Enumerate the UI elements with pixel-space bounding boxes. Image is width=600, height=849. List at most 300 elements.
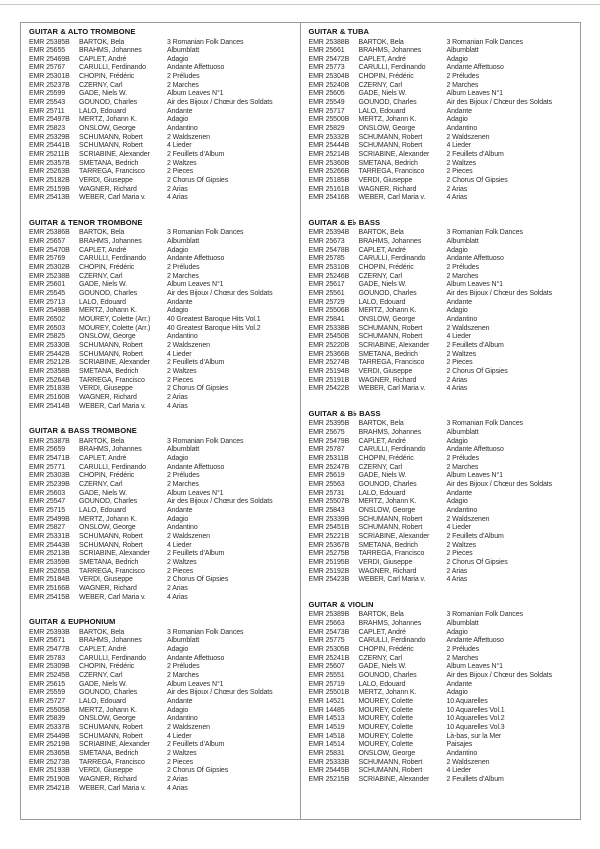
- catalog-row: [309, 516, 575, 525]
- catalog-ref: EMR 25329B: [29, 133, 70, 141]
- composer-name: WEBER, Carl Maria v.: [79, 784, 146, 792]
- catalog-row: [309, 325, 575, 334]
- catalog-row: [309, 116, 575, 125]
- composer-name: GOUNOD, Charles: [358, 290, 417, 298]
- work-title: 2 Marches: [446, 272, 479, 280]
- catalog-row: [29, 168, 294, 177]
- composer-name: WAGNER, Richard: [79, 393, 137, 401]
- catalog-ref: EMR 25561: [308, 290, 345, 298]
- work-title: 2 Feuillets d’Album: [446, 342, 504, 349]
- composer-name: TARREGA, Francisco: [79, 567, 145, 575]
- catalog-row: [309, 507, 575, 516]
- catalog-row: [309, 533, 575, 542]
- composer-name: SMETANA, Bedrich: [79, 749, 139, 757]
- catalog-ref: EMR 25671: [29, 637, 66, 645]
- catalog-row: [309, 333, 575, 342]
- work-title: Air des Bijoux / Chœur des Soldats: [446, 290, 553, 298]
- composer-name: BARTOK, Bela: [358, 229, 404, 237]
- composer-name: CHOPIN, Frédéric: [79, 472, 135, 480]
- catalog-ref: EMR 25775: [308, 637, 345, 645]
- work-title: Adagio: [167, 116, 189, 124]
- catalog-ref: EMR 25360B: [308, 159, 350, 167]
- catalog-ref: EMR 25240B: [308, 81, 350, 89]
- catalog-ref: EMR 25783: [29, 654, 66, 662]
- composer-name: MERTZ, Johann K.: [358, 498, 417, 506]
- catalog-row: [309, 342, 575, 351]
- work-title: 2 Chorus Of Gipsies: [446, 558, 508, 566]
- work-title: Andante: [446, 298, 472, 306]
- composer-name: CZERNY, Carl: [79, 272, 123, 280]
- composer-name: CAPLET, André: [358, 55, 406, 63]
- catalog-ref: EMR 25444B: [308, 142, 350, 150]
- catalog-ref: EMR 25273B: [29, 758, 70, 766]
- work-title: Albumblatt: [446, 47, 479, 55]
- catalog-ref: EMR 25451B: [308, 524, 350, 532]
- composer-name: TARREGA, Francisco: [358, 550, 425, 558]
- catalog-ref: EMR 25301B: [29, 73, 70, 81]
- catalog-row: [29, 464, 294, 473]
- composer-name: MOUREY, Colette: [358, 715, 413, 723]
- catalog-row: [29, 151, 294, 160]
- catalog-row: [309, 550, 575, 559]
- work-title: Albumblatt: [167, 637, 200, 645]
- catalog-ref: EMR 25266B: [308, 168, 350, 176]
- catalog-ref: EMR 25275B: [308, 550, 350, 558]
- catalog-ref: EMR 25416B: [308, 194, 350, 202]
- composer-name: CZERNY, Carl: [358, 654, 402, 662]
- composer-name: VERDI, Giuseppe: [79, 767, 133, 775]
- catalog-row: [29, 177, 294, 186]
- catalog-row: [29, 438, 294, 447]
- composer-name: CZERNY, Carl: [79, 481, 123, 489]
- work-title: Albumblatt: [446, 238, 479, 246]
- catalog-row: [29, 637, 294, 646]
- catalog-row: [309, 229, 575, 238]
- catalog-row: [29, 247, 294, 256]
- catalog-ref: EMR 25215B: [308, 775, 350, 783]
- work-title: Air des Bijoux / Chœur des Soldats: [446, 481, 553, 489]
- catalog-row: [29, 516, 294, 525]
- work-title: Air des Bijoux / Chœur des Soldats: [167, 290, 273, 298]
- work-title: Andantino: [446, 125, 478, 133]
- catalog-ref: EMR 25831: [308, 749, 345, 757]
- catalog-row: [309, 273, 575, 282]
- work-title: Adagio: [167, 515, 189, 523]
- catalog-ref: EMR 25366B: [308, 350, 350, 358]
- catalog-ref: EMR 25274B: [308, 359, 350, 367]
- catalog-row: [309, 247, 575, 256]
- catalog-row: [309, 724, 575, 733]
- catalog-ref: EMR 25302B: [29, 264, 70, 272]
- composer-name: BARTOK, Bela: [358, 38, 404, 46]
- catalog-ref: EMR 25601: [29, 281, 66, 289]
- work-title: Andante: [167, 697, 193, 705]
- composer-name: SCRIABINE, Alexander: [79, 741, 150, 749]
- work-title: Andante Affettuoso: [167, 463, 225, 471]
- catalog-ref: EMR 25442B: [29, 350, 70, 358]
- catalog-row: [309, 481, 575, 490]
- work-title: Andante Affettuoso: [167, 654, 225, 662]
- composer-name: GOUNOD, Charles: [79, 689, 138, 697]
- work-title: 2 Préludes: [446, 646, 479, 654]
- work-title: Adagio: [167, 246, 189, 254]
- work-title: Albumblatt: [446, 429, 479, 437]
- catalog-ref: EMR 25394B: [308, 229, 350, 237]
- catalog-row: [29, 142, 294, 151]
- composer-name: CHOPIN, Frédéric: [358, 646, 414, 654]
- composer-name: LALO, Edouard: [358, 107, 406, 115]
- section-rows: [309, 229, 575, 393]
- composer-name: MOUREY, Colette: [358, 697, 413, 705]
- catalog-row: [309, 438, 575, 447]
- catalog-row: [29, 238, 294, 247]
- catalog-row: [309, 377, 575, 386]
- catalog-ref: EMR 25211B: [29, 151, 70, 159]
- work-title: Andante Affettuoso: [446, 446, 504, 454]
- catalog-row: [309, 307, 575, 316]
- catalog-column: [301, 23, 581, 819]
- composer-name: CZERNY, Carl: [358, 463, 402, 471]
- catalog-row: [309, 698, 575, 707]
- section-title: GUITAR & E♭ BASS: [308, 217, 381, 227]
- work-title: 2 Waldszenen: [446, 515, 490, 523]
- composer-name: SCHUMANN, Robert: [79, 532, 143, 540]
- catalog-row: [29, 689, 294, 698]
- work-title: 10 Aquarelles Vol.1: [446, 706, 505, 714]
- work-title: Andantino: [446, 507, 478, 514]
- catalog-row: [309, 759, 575, 768]
- work-title: 4 Lieder: [446, 767, 471, 775]
- catalog-ref: EMR 25238B: [29, 272, 70, 280]
- work-title: Air des Bijoux / Chœur des Soldats: [167, 689, 273, 697]
- catalog-ref: EMR 25389B: [308, 611, 350, 619]
- section-rows: [309, 39, 575, 203]
- work-title: 2 Feuillets d’Album: [167, 151, 225, 159]
- catalog-row: [29, 446, 294, 455]
- catalog-ref: EMR 25388B: [308, 38, 350, 46]
- catalog-ref: EMR 25246B: [308, 272, 350, 280]
- composer-name: VERDI, Giuseppe: [358, 367, 413, 375]
- work-title: Albumblatt: [446, 620, 479, 628]
- work-title: Andante: [446, 489, 472, 497]
- work-title: Andante Affettuoso: [167, 255, 225, 263]
- composer-name: ONSLOW, George: [358, 507, 416, 514]
- composer-name: BRAHMS, Johannes: [358, 429, 422, 437]
- catalog-ref: EMR 25337B: [29, 723, 70, 731]
- composer-name: CARULLI, Ferdinando: [358, 255, 426, 263]
- catalog-ref: EMR 25331B: [29, 532, 70, 540]
- catalog-ref: EMR 25245B: [29, 672, 70, 679]
- catalog-row: [309, 186, 575, 195]
- work-title: 2 Arias: [167, 185, 188, 193]
- composer-name: MERTZ, Johann K.: [358, 307, 417, 315]
- work-title: 4 Lieder: [446, 524, 471, 532]
- work-title: 2 Feuillets d’Album: [446, 775, 504, 783]
- catalog-ref: EMR 14519: [308, 723, 345, 731]
- composer-name: WEBER, Carl Maria v.: [358, 194, 426, 202]
- work-title: Paisajes: [446, 741, 473, 749]
- catalog-ref: EMR 25498B: [29, 307, 70, 315]
- catalog-row: [309, 576, 575, 585]
- work-title: 2 Arias: [446, 185, 468, 193]
- work-title: 2 Pieces: [167, 168, 194, 176]
- catalog-row: [309, 290, 575, 299]
- catalog-ref: EMR 25655: [29, 47, 66, 55]
- work-title: 2 Marches: [167, 481, 199, 489]
- catalog-ref: EMR 25263B: [29, 168, 70, 176]
- catalog-ref: EMR 25500B: [308, 116, 350, 124]
- catalog-ref: EMR 25543: [29, 99, 66, 107]
- work-title: Album Leaves N°1: [446, 90, 503, 98]
- composer-name: MOUREY, Colette: [358, 723, 413, 731]
- section-rows: [309, 611, 575, 784]
- work-title: Adagio: [446, 307, 468, 315]
- catalog-ref: EMR 25443B: [29, 541, 70, 549]
- catalog-row: [29, 39, 294, 48]
- work-title: 2 Chorus Of Gipsies: [167, 177, 229, 184]
- section-rows: [29, 629, 294, 793]
- catalog-row: [29, 351, 294, 360]
- work-title: Andantino: [167, 125, 198, 133]
- composer-name: SMETANA, Bedrich: [79, 367, 139, 375]
- catalog-row: [309, 689, 575, 698]
- composer-name: BRAHMS, Johannes: [358, 47, 422, 55]
- composer-name: GOUNOD, Charles: [79, 99, 138, 107]
- composer-name: CARULLI, Ferdinando: [79, 463, 146, 471]
- work-title: 4 Lieder: [167, 350, 192, 358]
- work-title: 2 Marches: [446, 81, 479, 89]
- work-title: 2 Pieces: [167, 758, 194, 766]
- work-title: Album Leaves N°1: [167, 281, 224, 289]
- catalog-row: [29, 490, 294, 499]
- catalog-ref: EMR 25827: [29, 524, 66, 532]
- catalog-row: [309, 776, 575, 785]
- catalog-ref: EMR 25237B: [29, 81, 70, 89]
- work-title: 2 Préludes: [446, 264, 479, 272]
- composer-name: MERTZ, Johann K.: [79, 307, 137, 315]
- composer-name: CZERNY, Carl: [358, 81, 402, 89]
- composer-name: SCHUMANN, Robert: [79, 133, 143, 141]
- catalog-ref: EMR 25367B: [308, 541, 350, 549]
- work-title: Adagio: [446, 116, 468, 124]
- work-title: Andantino: [167, 715, 198, 723]
- catalog-row: [309, 750, 575, 759]
- catalog-row: [309, 429, 575, 438]
- catalog-ref: EMR 25305B: [308, 646, 350, 654]
- composer-name: SCHUMANN, Robert: [358, 333, 423, 341]
- catalog-row: [29, 186, 294, 195]
- work-title: 2 Marches: [167, 81, 199, 89]
- catalog-row: [29, 307, 294, 316]
- catalog-row: [309, 125, 575, 134]
- composer-name: ONSLOW, George: [358, 316, 416, 324]
- catalog-row: [29, 229, 294, 238]
- work-title: 3 Romanian Folk Dances: [446, 38, 523, 46]
- catalog-section: [29, 617, 294, 793]
- work-title: 4 Lieder: [446, 142, 471, 150]
- catalog-ref: EMR 25191B: [308, 376, 350, 384]
- catalog-ref: EMR 25771: [29, 463, 66, 471]
- composer-name: SCRIABINE, Alexander: [358, 342, 430, 349]
- work-title: 2 Waltzes: [167, 159, 197, 167]
- catalog-row: [309, 490, 575, 499]
- composer-name: ONSLOW, George: [358, 125, 416, 133]
- catalog-row: [29, 325, 294, 334]
- composer-name: MOUREY, Colette: [358, 706, 413, 714]
- work-title: Adagio: [167, 55, 189, 63]
- catalog-row: [29, 281, 294, 290]
- catalog-row: [309, 39, 575, 48]
- catalog-ref: EMR 25663: [308, 620, 345, 628]
- composer-name: GOUNOD, Charles: [79, 498, 138, 506]
- catalog-ref: EMR 25445B: [308, 767, 350, 775]
- catalog-row: [309, 498, 575, 507]
- section-title: GUITAR & TUBA: [308, 27, 370, 36]
- composer-name: CZERNY, Carl: [79, 672, 123, 679]
- composer-name: BRAHMS, Johannes: [358, 238, 422, 246]
- composer-name: SCRIABINE, Alexander: [358, 151, 430, 159]
- work-title: Album Leaves N°1: [446, 663, 503, 671]
- work-title: 2 Feuillets d’Album: [167, 741, 225, 749]
- catalog-ref: EMR 26503: [29, 324, 66, 332]
- catalog-row: [29, 47, 294, 56]
- catalog-ref: EMR 25184B: [29, 576, 70, 584]
- composer-name: SCHUMANN, Robert: [358, 524, 423, 532]
- work-title: 2 Feuillets d’Album: [167, 359, 225, 367]
- work-title: Air des Bijoux / Chœur des Soldats: [446, 99, 553, 107]
- page-top-rule: [0, 4, 600, 5]
- composer-name: CAPLET, André: [79, 246, 127, 254]
- catalog-row: [309, 385, 575, 394]
- catalog-row: [309, 56, 575, 65]
- work-title: 3 Romanian Folk Dances: [446, 611, 523, 619]
- work-title: 4 Lieder: [167, 142, 192, 150]
- composer-name: CAPLET, André: [79, 455, 127, 463]
- composer-name: SCRIABINE, Alexander: [358, 775, 430, 783]
- catalog-ref: EMR 25449B: [29, 732, 70, 740]
- work-title: 4 Arias: [446, 385, 468, 393]
- catalog-ref: EMR 25194B: [308, 367, 350, 375]
- composer-name: CAPLET, André: [358, 628, 406, 636]
- catalog-ref: EMR 25333B: [308, 758, 350, 766]
- composer-name: GADE, Niels W.: [79, 281, 127, 289]
- composer-name: GADE, Niels W.: [79, 90, 127, 98]
- composer-name: CAPLET, André: [79, 646, 127, 654]
- catalog-ref: EMR 25265B: [29, 567, 70, 575]
- work-title: 2 Chorus Of Gipsies: [167, 767, 229, 775]
- work-title: 10 Aquarelles Vol.3: [446, 723, 505, 731]
- catalog-ref: EMR 25441B: [29, 142, 70, 150]
- catalog-row: [29, 377, 294, 386]
- work-title: 2 Préludes: [167, 73, 200, 81]
- work-title: Andantino: [167, 524, 198, 532]
- composer-name: CZERNY, Carl: [79, 81, 123, 89]
- composer-name: TARREGA, Francisco: [358, 359, 425, 367]
- catalog-row: [29, 99, 294, 108]
- work-title: Andantino: [446, 749, 478, 757]
- catalog-ref: EMR 25192B: [308, 567, 350, 575]
- catalog-ref: EMR 25330B: [29, 342, 70, 349]
- catalog-ref: EMR 25338B: [308, 324, 350, 332]
- catalog-row: [29, 542, 294, 551]
- composer-name: CHOPIN, Frédéric: [79, 264, 135, 272]
- catalog-ref: EMR 25607: [308, 663, 345, 671]
- catalog-ref: EMR 25727: [29, 697, 66, 705]
- composer-name: LALO, Edouard: [79, 298, 126, 306]
- work-title: 2 Waltzes: [446, 159, 477, 167]
- catalog-ref: EMR 25617: [308, 281, 345, 289]
- work-title: Andante: [167, 507, 193, 514]
- catalog-row: [29, 316, 294, 325]
- catalog-ref: EMR 25563: [308, 481, 345, 489]
- composer-name: WAGNER, Richard: [358, 376, 417, 384]
- work-title: 2 Chorus Of Gipsies: [446, 177, 508, 184]
- composer-name: ONSLOW, George: [358, 749, 416, 757]
- catalog-row: [29, 594, 294, 603]
- catalog-row: [29, 767, 294, 776]
- catalog-ref: EMR 25731: [308, 489, 345, 497]
- catalog-section: [309, 218, 575, 394]
- catalog-row: [29, 524, 294, 533]
- section-title: GUITAR & B♭ BASS: [308, 408, 381, 418]
- work-title: 4 Lieder: [167, 541, 192, 549]
- work-title: Andante Affettuoso: [167, 64, 225, 72]
- section-rows: [29, 438, 294, 602]
- catalog-ref: EMR 25332B: [308, 133, 350, 141]
- work-title: 4 Lieder: [446, 333, 471, 341]
- composer-name: BRAHMS, Johannes: [79, 446, 142, 454]
- composer-name: MERTZ, Johann K.: [79, 706, 137, 714]
- catalog-ref: EMR 25773: [308, 64, 345, 72]
- catalog-ref: EMR 25825: [29, 333, 66, 341]
- composer-name: TARREGA, Francisco: [79, 376, 145, 384]
- work-title: 2 Arias: [167, 584, 188, 592]
- catalog-ref: EMR 14518: [308, 732, 345, 740]
- catalog-row: [309, 368, 575, 377]
- catalog-row: [309, 316, 575, 325]
- work-title: 2 Marches: [167, 672, 199, 679]
- catalog-row: [29, 507, 294, 516]
- catalog-row: [309, 255, 575, 264]
- catalog-ref: EMR 25422B: [308, 385, 350, 393]
- work-title: 2 Marches: [446, 654, 479, 662]
- catalog-row: [309, 455, 575, 464]
- catalog-row: [309, 655, 575, 664]
- catalog-ref: EMR 25213B: [29, 550, 70, 558]
- work-title: 2 Waltzes: [167, 558, 197, 566]
- catalog-row: [29, 750, 294, 759]
- work-title: Adagio: [167, 706, 189, 714]
- work-title: 2 Feuillets d’Album: [167, 550, 225, 558]
- catalog-row: [309, 568, 575, 577]
- catalog-row: [309, 672, 575, 681]
- catalog-row: [29, 56, 294, 65]
- catalog-ref: EMR 25304B: [308, 73, 350, 81]
- work-title: Albumblatt: [167, 446, 200, 454]
- catalog-ref: EMR 25605: [308, 90, 345, 98]
- composer-name: SCHUMANN, Robert: [358, 133, 423, 141]
- catalog-ref: EMR 25309B: [29, 663, 70, 671]
- catalog-row: [309, 663, 575, 672]
- catalog-section: [29, 426, 294, 602]
- catalog-ref: EMR 25673: [308, 238, 345, 246]
- composer-name: VERDI, Giuseppe: [79, 576, 133, 584]
- composer-name: BARTOK, Bela: [358, 420, 404, 428]
- composer-name: SCHUMANN, Robert: [79, 342, 143, 349]
- section-title: GUITAR & EUPHONIUM: [29, 617, 116, 627]
- catalog-ref: EMR 14514: [308, 741, 345, 749]
- composer-name: MOUREY, Colette: [358, 741, 413, 749]
